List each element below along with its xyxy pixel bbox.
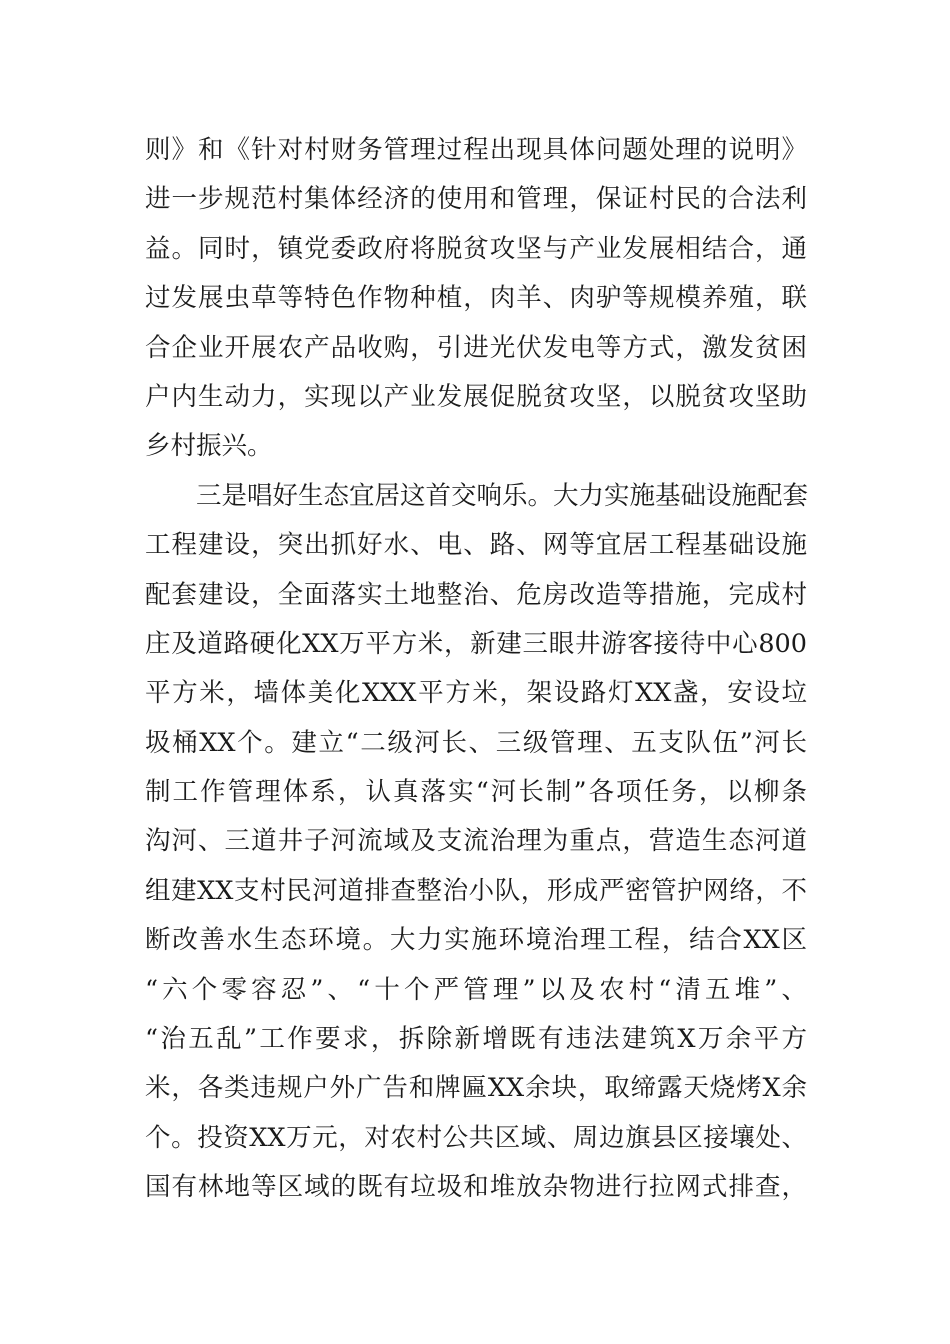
text-line: 过发展虫草等特色作物种植，肉羊、肉驴等规模养殖，联 xyxy=(145,283,807,314)
text-line: 个。投资XX万元，对农村公共区域、周边旗县区接壤处、 xyxy=(145,1122,807,1153)
text-line: 庄及道路硬化XX万平方米，新建三眼井游客接待中心800 xyxy=(145,628,807,659)
text-line: 组建XX支村民河道排查整治小队，形成严密管护网络，不 xyxy=(145,875,807,906)
text-line: 益。同时，镇党委政府将脱贫攻坚与产业发展相结合，通 xyxy=(145,233,807,264)
text-line: “治五乱”工作要求，拆除新增既有违法建筑X万余平方 xyxy=(145,1024,807,1055)
text-line: 合企业开展农产品收购，引进光伏发电等方式，激发贫困 xyxy=(145,332,807,363)
text-line: 平方米，墙体美化XXX平方米，架设路灯XX盏，安设垃 xyxy=(145,678,807,709)
text-line: 进一步规范村集体经济的使用和管理，保证村民的合法利 xyxy=(145,184,807,215)
text-line: 米，各类违规户外广告和牌匾XX余块，取缔露天烧烤X余 xyxy=(145,1073,807,1104)
text-line: 国有林地等区域的既有垃圾和堆放杂物进行拉网式排查， xyxy=(145,1172,807,1203)
text-line: 三是唱好生态宜居这首交响乐。大力实施基础设施配套 xyxy=(196,480,809,511)
text-line: 断改善水生态环境。大力实施环境治理工程，结合XX区 xyxy=(145,925,807,956)
paragraph-1 xyxy=(145,126,807,472)
paragraph-2 xyxy=(145,472,807,1213)
text-line: 户内生动力，实现以产业发展促脱贫攻坚，以脱贫攻坚助 xyxy=(145,381,807,412)
text-line: “六个零容忍”、“十个严管理”以及农村“清五堆”、 xyxy=(145,974,807,1005)
body-text xyxy=(145,126,807,1213)
text-line: 工程建设，突出抓好水、电、路、网等宜居工程基础设施 xyxy=(145,530,807,561)
text-line: 圾桶XX个。建立“二级河长、三级管理、五支队伍”河长 xyxy=(145,727,807,758)
text-line: 配套建设，全面落实土地整治、危房改造等措施，完成村 xyxy=(145,579,807,610)
text-line: 则》和《针对村财务管理过程出现具体问题处理的说明》 xyxy=(145,135,807,165)
text-line: 制工作管理体系，认真落实“河长制”各项任务，以柳条 xyxy=(145,777,807,808)
text-line: 沟河、三道井子河流域及支流治理为重点，营造生态河道 xyxy=(145,826,807,857)
text-line: 乡村振兴。 xyxy=(145,431,273,462)
